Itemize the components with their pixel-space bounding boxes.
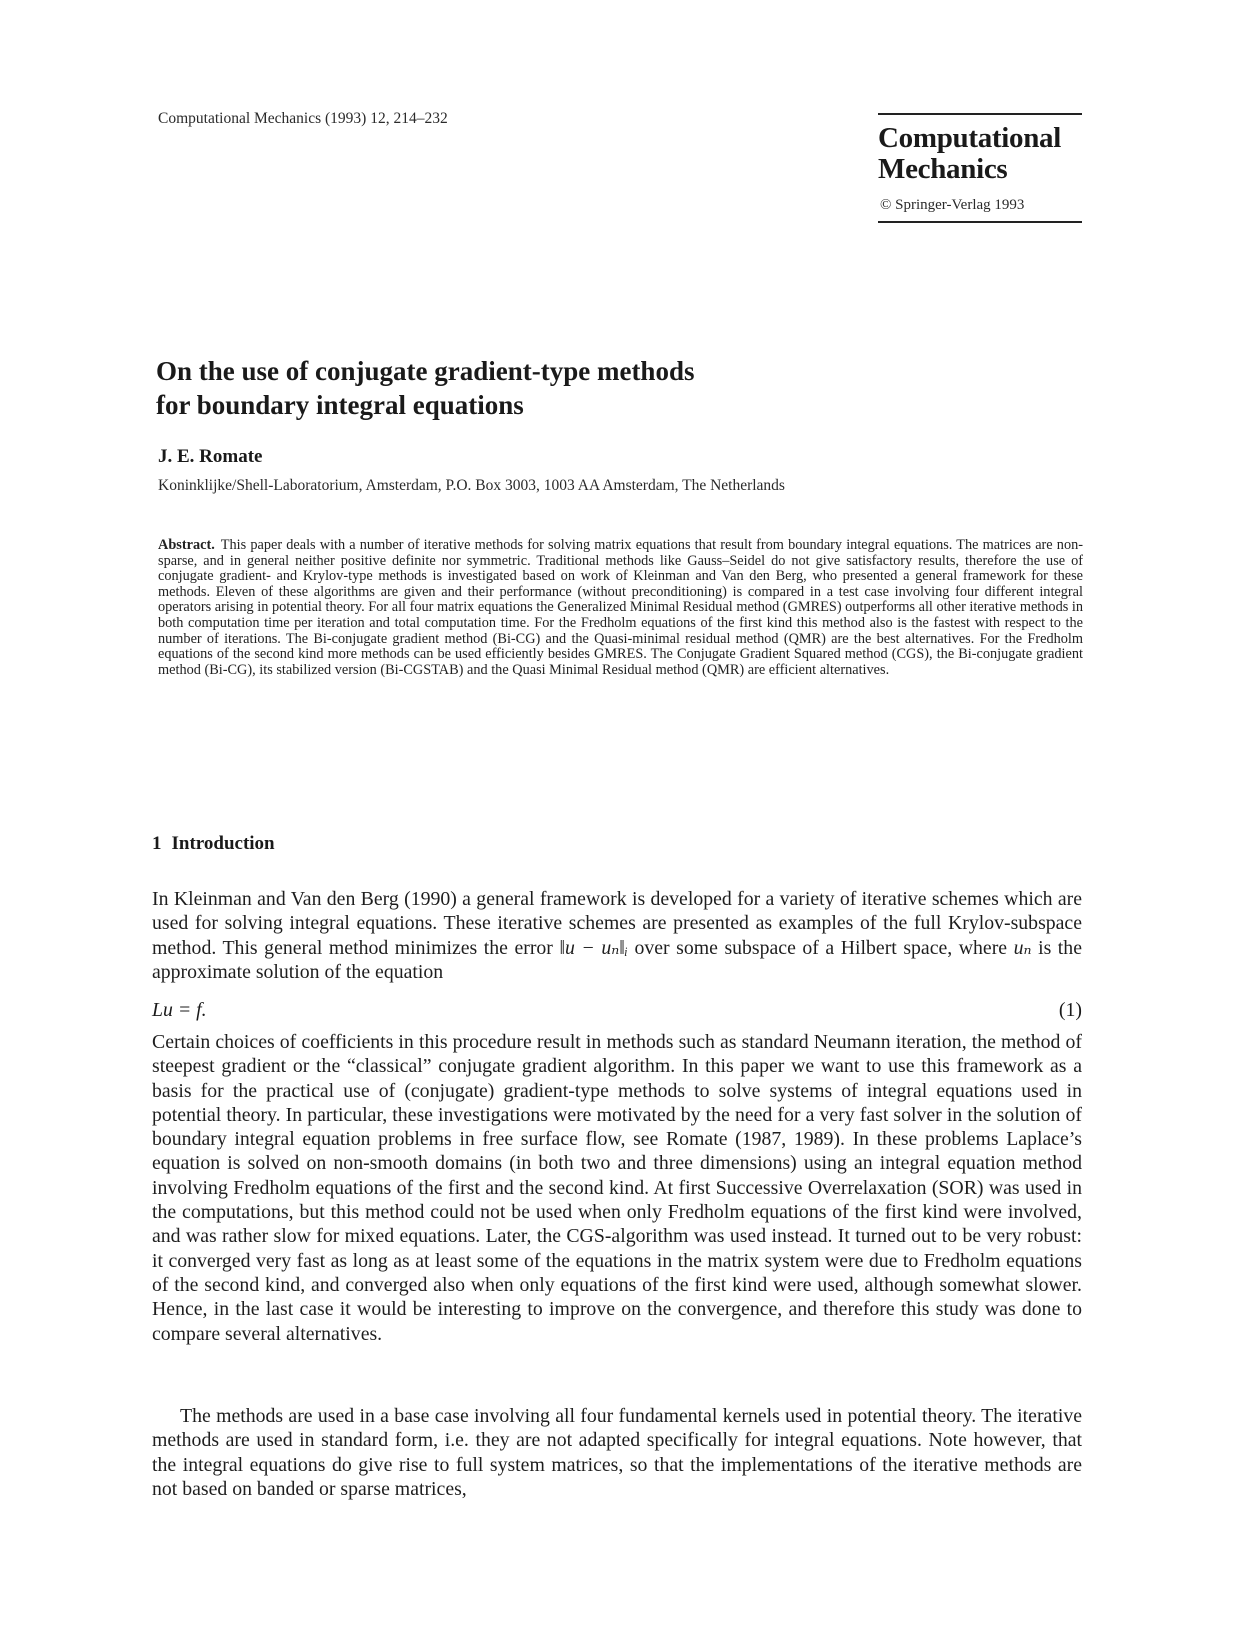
journal-copyright: © Springer-Verlag 1993 [880, 197, 1025, 213]
journal-name-line1: Computational [878, 122, 1062, 154]
paper-title-line2: for boundary integral equations [156, 390, 524, 420]
section-number: 1 [152, 833, 162, 854]
running-head: Computational Mechanics (1993) 12, 214–232 [158, 110, 448, 127]
author-affiliation: Koninklijke/Shell-Laboratorium, Amsterdam, P.O. Box 3003, 1003 AA Amsterdam, The Netherlands [158, 477, 785, 494]
journal-name [878, 123, 1082, 185]
para1-text-b: over some subspace of a Hilbert space, where [627, 936, 1014, 959]
paper-title [156, 354, 916, 422]
section-heading [152, 833, 275, 855]
journal-masthead [878, 113, 1082, 223]
abstract [158, 538, 1083, 678]
body-paragraph-3: The methods are used in a base case involving all four fundamental kernels used in potential theory. The iterative methods are used in standard form, i.e. they are not adapted specifically for integral equations. Note however, that the integral equations do give rise to full system matrices, so that the implementations of the iterative methods are not based on banded or sparse matrices, [152, 1405, 1082, 1500]
para1-text-c: is the approximate solution of the equation [152, 936, 1082, 983]
error-norm-expression: ‖u − uₙ‖ᵢ [559, 936, 628, 959]
masthead-top-rule [878, 113, 1082, 115]
approx-solution-symbol: uₙ [1013, 936, 1032, 959]
equation-expression: Lu = f. [152, 999, 207, 1021]
masthead-bottom-rule [878, 221, 1082, 223]
para1-text-a: In Kleinman and Van den Berg (1990) a general framework is developed for a variety of iterative schemes which are used for solving integral equations. These iterative schemes are presented as examples of the full Krylov-subspace method. This general method minimizes the error [152, 888, 1082, 959]
abstract-text: This paper deals with a number of iterative methods for solving matrix equations that result from boundary integral equations. The matrices are non-sparse, and in general neither positive definite nor symmetric. Traditional methods like Gauss–Seidel do not give satisfactory results, therefore the use of conjugate gradient- and Krylov-type methods is investigated based on work of Kleinman and Van den Berg, who presented a general framework for these methods. Eleven of these algorithms are given and their performance (without preconditioning) is compared in a test case involving four different integral operators arising in potential theory. For all four matrix equations the Generalized Minimal Residual method (GMRES) outperforms all other iterative methods in both computation time per iteration and total computation time. For the Fredholm equations of the first kind this method also is the fastest with respect to the number of iterations. The Bi-conjugate gradient method (Bi-CG) and the Quasi-minimal residual method (QMR) are the best alternatives. For the Fredholm equations of the second kind more methods can be used efficiently besides GMRES. The Conjugate Gradient Squared method (CGS), the Bi-conjugate gradient method (Bi-CG), its stabilized version (Bi-CGSTAB) and the Quasi Minimal Residual method (QMR) are efficient alternatives. [158, 537, 1083, 678]
body-paragraph-1 [152, 887, 1082, 984]
paper-title-line1: On the use of conjugate gradient-type methods [156, 356, 695, 386]
equation-number: (1) [1058, 999, 1082, 1021]
section-title: Introduction [171, 833, 275, 854]
author-name: J. E. Romate [158, 446, 263, 467]
body-paragraph-2: Certain choices of coefficients in this procedure result in methods such as standard Neumann iteration, the method of steepest gradient or the “classical” conjugate gradient algorithm. In this paper we want to use this framework as a basis for the practical use of (conjugate) gradient-type methods to solve systems of integral equations used in potential theory. In particular, these investigations were motivated by the need for a very fast solver in the solution of boundary integral equation problems in free surface flow, see Romate (1987, 1989). In these problems Laplace’s equation is solved on non-smooth domains (in both two and three dimensions) using an integral equation method involving Fredholm equations of the first and the second kind. At first Successive Overrelaxation (SOR) was used in the computations, but this method could not be used when only Fredholm equations of the first kind were involved, and was rather slow for mixed equations. Later, the CGS-algorithm was used instead. It turned out to be very robust: it converged very fast as long as at least some of the equations in the matrix system were due to Fredholm equations of the second kind, and converged also when only equations of the first kind were used, although somewhat slower. Hence, in the last case it would be interesting to improve on the convergence, and therefore this study was done to compare several alternatives. [152, 1031, 1082, 1345]
equation-1 [152, 998, 1082, 1022]
abstract-label: Abstract. [158, 537, 215, 553]
journal-name-line2: Mechanics [878, 153, 1008, 185]
